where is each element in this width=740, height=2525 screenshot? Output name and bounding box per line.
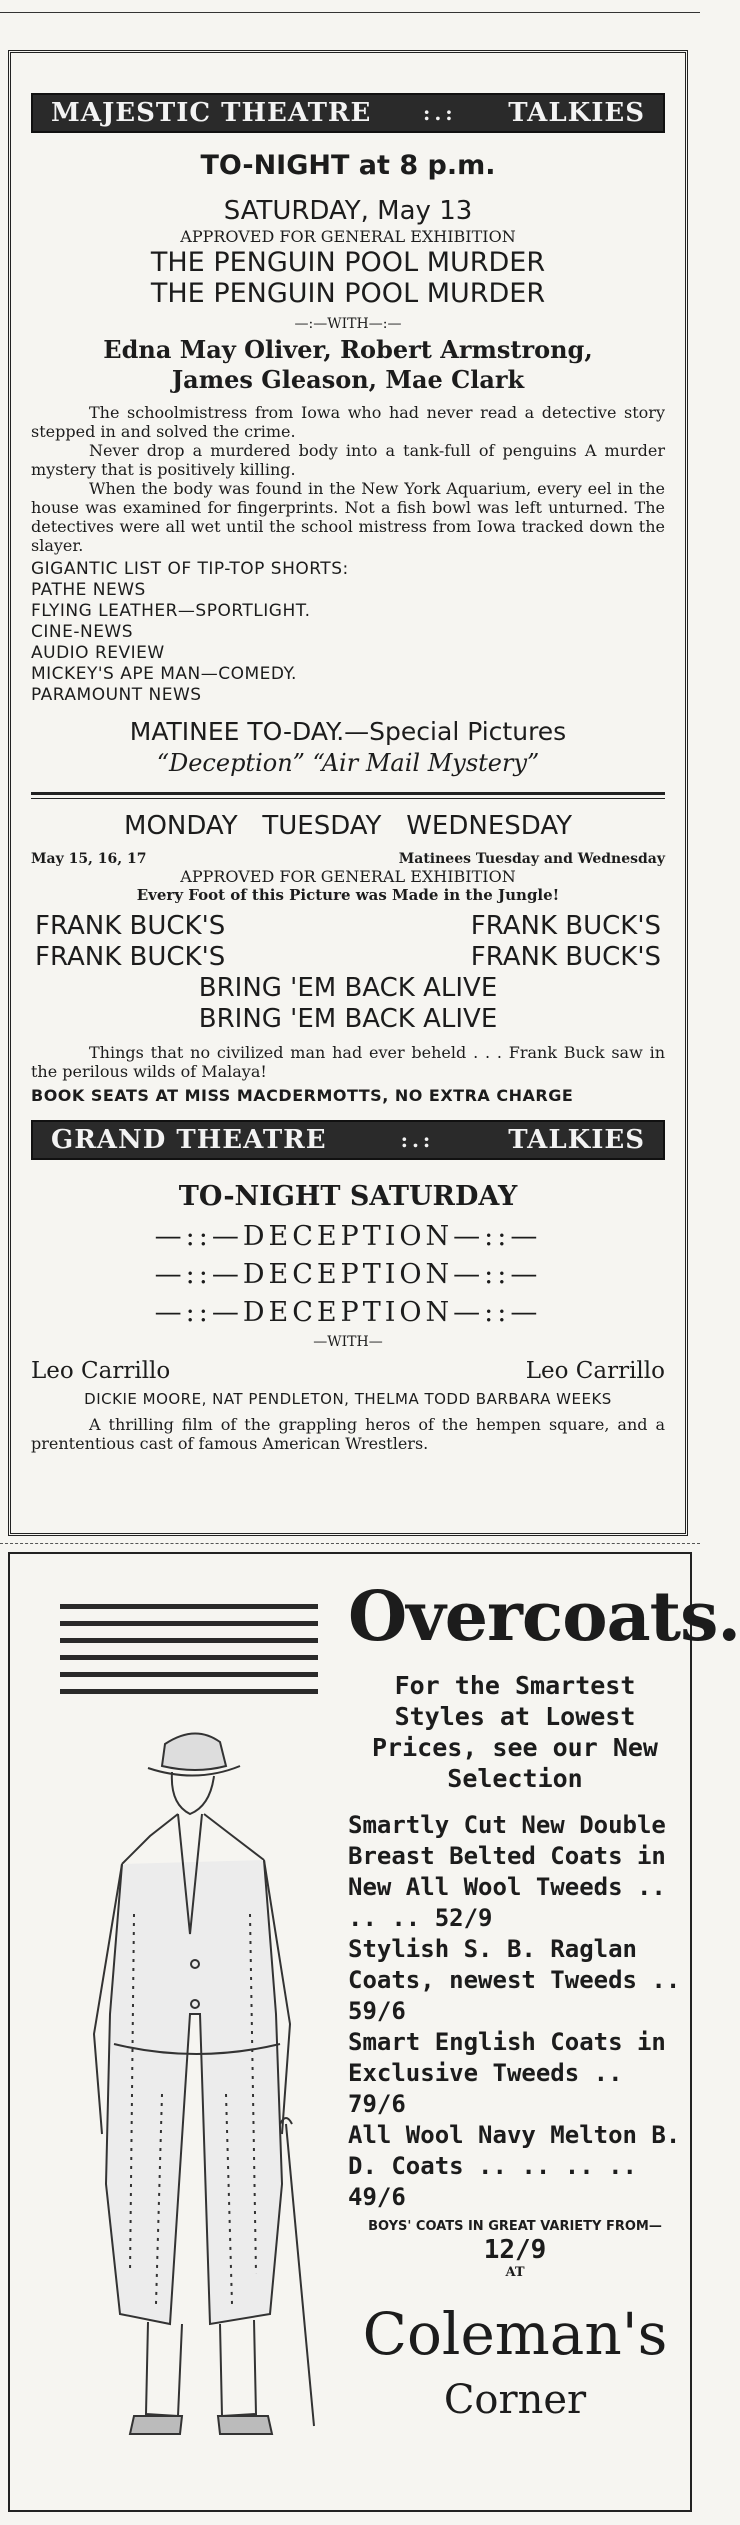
decorative-stripes: [60, 1604, 318, 1706]
majestic-cast-1: Edna May Oliver, Robert Armstrong,: [103, 335, 593, 364]
grand-with: —WITH—: [313, 1334, 383, 1350]
stripe: [60, 1655, 318, 1660]
jungle-tagline: Every Foot of this Picture was Made in the Jungle!: [136, 886, 560, 904]
coat-item: [348, 1934, 682, 2027]
overcoats-lead: For the Smartest Styles at Lowest Prices, see our New Selection: [372, 1671, 658, 1793]
frank-buck-right: FRANK BUCK'S: [470, 911, 661, 941]
store-name: Coleman's: [362, 2300, 668, 2368]
majestic-tonight: TO-NIGHT at 8 p.m.: [200, 150, 496, 181]
grand-banner: [31, 1120, 665, 1160]
theatre-advertisement: [8, 50, 688, 1536]
deception-list: [31, 1218, 665, 1332]
majestic-approved: APPROVED FOR GENERAL EXHIBITION: [180, 227, 516, 246]
boys-coats: BOYS' COATS IN GREAT VARIETY FROM—: [368, 2219, 662, 2234]
coat-item: [348, 1810, 682, 1934]
stripe: [60, 1689, 318, 1694]
weekdays-dates-left: May 15, 16, 17: [31, 851, 147, 867]
majestic-date: SATURDAY, May 13: [223, 196, 473, 226]
ad-separator: [0, 1543, 700, 1544]
grand-banner-name: GRAND THEATRE: [51, 1125, 327, 1155]
coat-item-text: All Wool Navy Melton B. D. Coats .. .. .. ..: [348, 2121, 681, 2180]
majestic-title-2: THE PENGUIN POOL MURDER: [150, 278, 546, 309]
shorts-item: AUDIO REVIEW: [31, 643, 165, 663]
frank-buck-left: FRANK BUCK'S: [35, 942, 226, 972]
majestic-banner: [31, 93, 665, 133]
shorts-item: GIGANTIC LIST OF TIP-TOP SHORTS:: [31, 559, 349, 579]
overcoat-copy: [348, 1577, 740, 2425]
at-label: AT: [505, 2265, 525, 2280]
shorts-item: CINE-NEWS: [31, 622, 134, 642]
shorts-item: PATHE NEWS: [31, 580, 146, 600]
shorts-item: FLYING LEATHER—SPORTLIGHT.: [31, 601, 311, 621]
section-divider: [31, 792, 665, 799]
coat-item: [348, 2120, 682, 2213]
booking-note: BOOK SEATS AT MISS MACDERMOTTS, NO EXTRA CHARGE: [31, 1086, 574, 1105]
coat-item-price: 59/6: [348, 1997, 406, 2025]
grand-banner-separator: :.:: [400, 1128, 435, 1152]
coat-item-price: 79/6: [348, 2090, 406, 2118]
store-name-corner: Corner: [443, 2377, 587, 2423]
majestic-title-1: THE PENGUIN POOL MURDER: [150, 247, 546, 278]
shorts-item: MICKEY'S APE MAN—COMEDY.: [31, 664, 297, 684]
coat-item: [348, 2027, 682, 2120]
frank-buck-row: [35, 942, 661, 973]
weekdays-matinees: Matinees Tuesday and Wednesday: [398, 851, 665, 867]
majestic-banner-separator: :.:: [422, 101, 457, 125]
overcoat-advertisement: [8, 1552, 740, 2512]
coat-item-text: Smartly Cut New Double Breast Belted Coats in New All Wool Tweeds .. .. ..: [348, 1811, 666, 1932]
majestic-cast-2: James Gleason, Mae Clark: [171, 365, 525, 394]
grand-stars: [31, 1356, 665, 1386]
man-in-overcoat-illustration: [50, 1714, 340, 2474]
deception-line: —::—DECEPTION—::—: [154, 1221, 542, 1252]
shorts-list: [31, 559, 665, 706]
stripe: [60, 1621, 318, 1626]
top-rule: [0, 12, 700, 13]
deception-line: —::—DECEPTION—::—: [154, 1297, 542, 1328]
theatre-content: [31, 93, 665, 1453]
coat-item-price: 49/6: [348, 2183, 406, 2211]
star-right: Leo Carrillo: [525, 1358, 665, 1384]
deception-line: —::—DECEPTION—::—: [154, 1259, 542, 1290]
grand-banner-talkies: TALKIES: [508, 1125, 645, 1155]
shorts-item: PARAMOUNT NEWS: [31, 685, 202, 705]
frank-buck-row: [35, 911, 661, 942]
stripe: [60, 1604, 318, 1609]
matinee-titles: “Deception” “Air Mail Mystery”: [156, 749, 540, 777]
frank-buck-right: FRANK BUCK'S: [470, 942, 661, 972]
bring-em-back-2: BRING 'EM BACK ALIVE: [198, 1004, 498, 1034]
weekdays-approved: APPROVED FOR GENERAL EXHIBITION: [180, 867, 516, 886]
frank-buck-block: [31, 911, 665, 1035]
frank-buck-left: FRANK BUCK'S: [35, 911, 226, 941]
stripe: [60, 1638, 318, 1643]
coat-item-text: Stylish S. B. Raglan Coats, newest Tweeds ..: [348, 1935, 681, 1994]
malaya-blurb: Things that no civilized man had ever beheld . . . Frank Buck saw in the perilous wilds of Malaya!: [31, 1043, 665, 1081]
majestic-paragraph-1: The schoolmistress from Iowa who had never read a detective story stepped in and solved the crime.: [31, 403, 665, 441]
majestic-paragraph-2: Never drop a murdered body into a tank-full of penguins A murder mystery that is positively killing.: [31, 441, 665, 479]
majestic-paragraph-3: When the body was found in the New York Aquarium, every eel in the house was examined for fingerprints. Not a fish bowl was left unturned. The detectives were all wet until the school mistress from Iowa tracked down the slayer.: [31, 479, 665, 555]
weekdays-dates: [31, 851, 665, 867]
coat-item-text: Smart English Coats in Exclusive Tweeds ..: [348, 2028, 666, 2087]
stripe: [60, 1672, 318, 1677]
bring-em-back-1: BRING 'EM BACK ALIVE: [198, 973, 498, 1003]
boys-coats-price: 12/9: [483, 2235, 547, 2265]
grand-cast: DICKIE MOORE, NAT PENDLETON, THELMA TODD BARBARA WEEKS: [84, 1390, 612, 1408]
coat-item-price: 52/9: [434, 1904, 493, 1932]
majestic-banner-talkies: TALKIES: [508, 98, 645, 128]
star-left: Leo Carrillo: [31, 1358, 171, 1384]
majestic-banner-name: MAJESTIC THEATRE: [51, 98, 372, 128]
grand-blurb: A thrilling film of the grappling heros of the hempen square, and a prententious cast of famous American Wrestlers.: [31, 1415, 665, 1453]
majestic-with: —:—WITH—:—: [294, 316, 402, 332]
matinee-heading: MATINEE TO-DAY.—Special Pictures: [129, 717, 567, 746]
weekdays-heading: MONDAY TUESDAY WEDNESDAY: [124, 811, 572, 841]
grand-tonight: TO-NIGHT SATURDAY: [178, 1181, 518, 1212]
overcoats-heading: Overcoats.: [348, 1577, 740, 1657]
majestic-story: [31, 403, 665, 555]
